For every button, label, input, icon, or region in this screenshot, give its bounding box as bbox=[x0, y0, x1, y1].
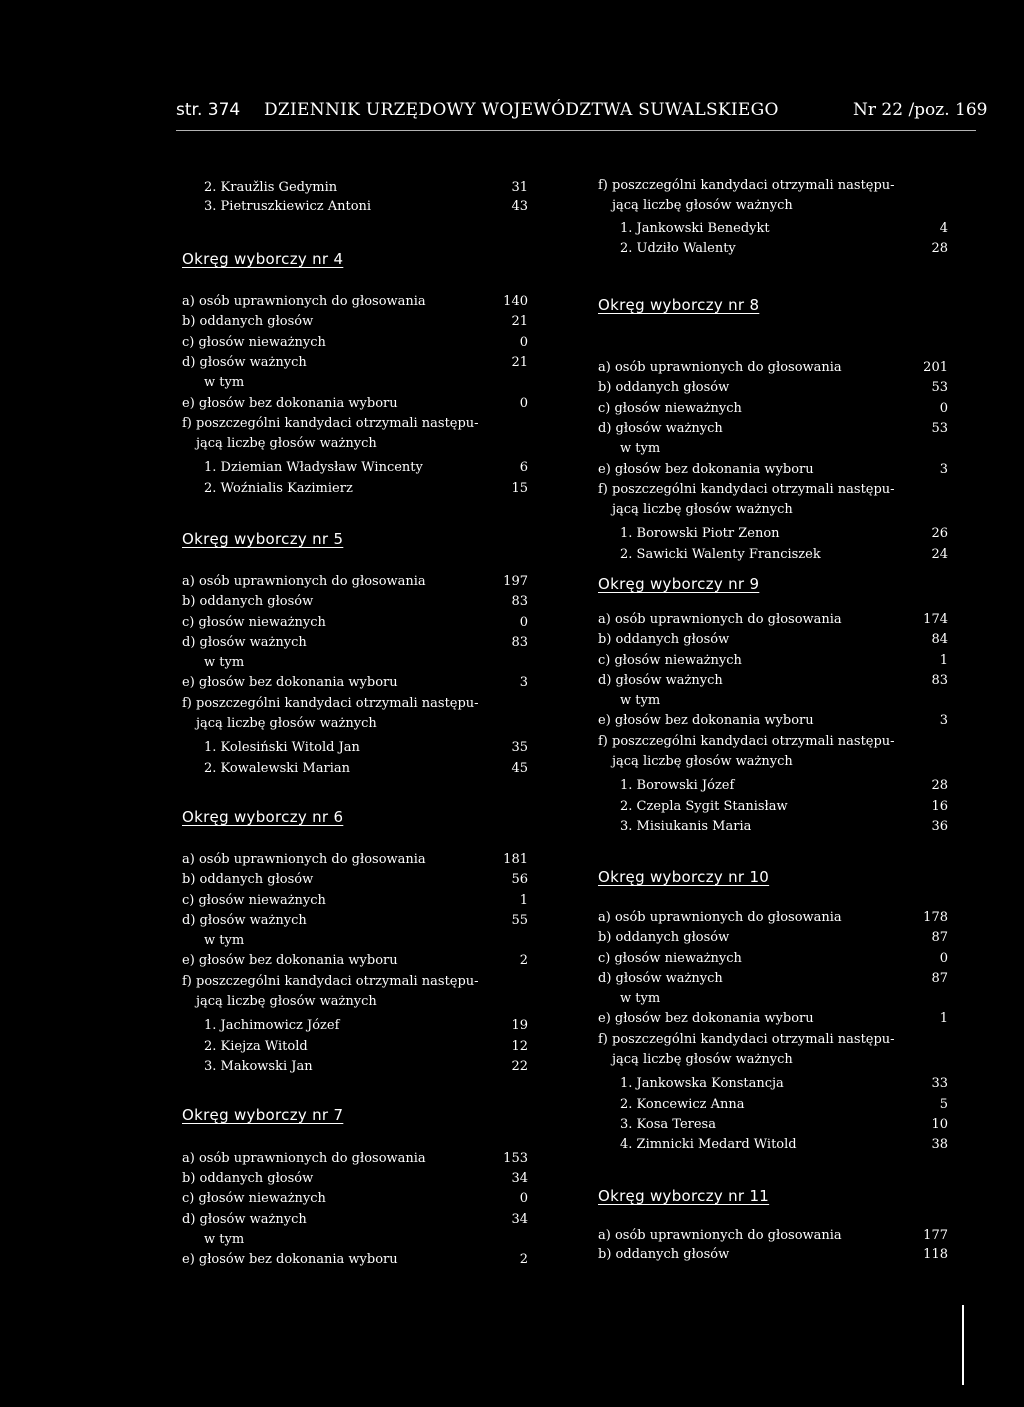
row-label: c) głosów nieważnych bbox=[182, 893, 326, 908]
row-label: jącą liczbę głosów ważnych bbox=[196, 436, 377, 451]
row-value: 2 bbox=[519, 1252, 528, 1267]
row-value: 3 bbox=[939, 713, 948, 728]
row-label: 2. Woźnialis Kazimierz bbox=[204, 481, 353, 496]
row-value: 83 bbox=[511, 635, 528, 650]
row-value: 28 bbox=[931, 778, 948, 793]
row-label: c) głosów nieważnych bbox=[598, 951, 742, 966]
row-label: b) oddanych głosów bbox=[182, 314, 314, 329]
row-label: 3. Pietruszkiewicz Antoni bbox=[204, 199, 372, 214]
row-value: 15 bbox=[511, 481, 528, 496]
row-value: 53 bbox=[931, 421, 948, 436]
row-label: 1. Borowski Józef bbox=[620, 778, 735, 793]
row-label: d) głosów ważnych bbox=[598, 971, 723, 986]
row-label: b) oddanych głosów bbox=[182, 594, 314, 609]
row-value: 31 bbox=[511, 180, 528, 195]
row-label: f) poszczególni kandydaci otrzymali następu- bbox=[182, 696, 479, 711]
issue-number: Nr 22 /poz. 169 bbox=[853, 100, 988, 120]
row-label: d) głosów ważnych bbox=[182, 1212, 307, 1227]
row-value: 12 bbox=[511, 1039, 528, 1054]
row-label: d) głosów ważnych bbox=[182, 635, 307, 650]
row-value: 26 bbox=[931, 526, 948, 541]
row-value: 3 bbox=[519, 675, 528, 690]
row-label: a) osób uprawnionych do głosowania bbox=[182, 294, 426, 309]
row-value: 87 bbox=[931, 930, 948, 945]
row-value: 45 bbox=[511, 761, 528, 776]
row-label: 3. Makowski Jan bbox=[204, 1059, 313, 1074]
row-label: a) osób uprawnionych do głosowania bbox=[182, 852, 426, 867]
row-label: jącą liczbę głosów ważnych bbox=[196, 716, 377, 731]
row-label: 2. Kiejza Witold bbox=[204, 1039, 308, 1054]
district-heading: Okręg wyborczy nr 6 bbox=[182, 808, 344, 826]
row-value: 22 bbox=[511, 1059, 528, 1074]
row-value: 181 bbox=[503, 852, 528, 867]
row-value: 34 bbox=[511, 1171, 528, 1186]
margin-mark bbox=[962, 1305, 964, 1385]
row-value: 21 bbox=[511, 314, 528, 329]
row-label: f) poszczególni kandydaci otrzymali następu- bbox=[598, 178, 895, 193]
row-label: d) głosów ważnych bbox=[182, 355, 307, 370]
row-value: 0 bbox=[519, 335, 528, 350]
row-label: b) oddanych głosów bbox=[598, 1247, 730, 1262]
row-label: c) głosów nieważnych bbox=[182, 335, 326, 350]
row-value: 84 bbox=[931, 632, 948, 647]
row-value: 0 bbox=[519, 396, 528, 411]
row-label: e) głosów bez dokonania wyboru bbox=[182, 675, 398, 690]
row-value: 3 bbox=[939, 462, 948, 477]
row-value: 201 bbox=[923, 360, 948, 375]
row-label: d) głosów ważnych bbox=[598, 421, 723, 436]
row-label: 2. Koncewicz Anna bbox=[620, 1097, 745, 1112]
row-value: 56 bbox=[511, 872, 528, 887]
row-label: 1. Borowski Piotr Zenon bbox=[620, 526, 780, 541]
row-label: a) osób uprawnionych do głosowania bbox=[182, 574, 426, 589]
row-value: 36 bbox=[931, 819, 948, 834]
row-value: 177 bbox=[923, 1228, 948, 1243]
row-label: w tym bbox=[620, 693, 661, 708]
row-label: 3. Kosa Teresa bbox=[620, 1117, 716, 1132]
row-label: d) głosów ważnych bbox=[598, 673, 723, 688]
row-label: e) głosów bez dokonania wyboru bbox=[182, 953, 398, 968]
row-label: jącą liczbę głosów ważnych bbox=[612, 198, 793, 213]
district-heading: Okręg wyborczy nr 10 bbox=[598, 868, 770, 886]
row-label: b) oddanych głosów bbox=[182, 1171, 314, 1186]
row-label: 1. Kolesiński Witold Jan bbox=[204, 740, 360, 755]
row-value: 1 bbox=[519, 893, 528, 908]
row-value: 24 bbox=[931, 547, 948, 562]
row-label: w tym bbox=[620, 991, 661, 1006]
row-value: 19 bbox=[511, 1018, 528, 1033]
row-label: a) osób uprawnionych do głosowania bbox=[598, 1228, 842, 1243]
row-label: 2. Kraužlis Gedymin bbox=[204, 180, 338, 195]
district-heading: Okręg wyborczy nr 8 bbox=[598, 296, 760, 314]
district-heading: Okręg wyborczy nr 7 bbox=[182, 1106, 344, 1124]
row-label: f) poszczególni kandydaci otrzymali następu- bbox=[182, 416, 479, 431]
row-value: 174 bbox=[923, 612, 948, 627]
row-label: e) głosów bez dokonania wyboru bbox=[598, 713, 814, 728]
row-label: jącą liczbę głosów ważnych bbox=[612, 502, 793, 517]
row-label: c) głosów nieważnych bbox=[182, 615, 326, 630]
row-label: 2. Kowalewski Marian bbox=[204, 761, 350, 776]
row-value: 4 bbox=[939, 221, 948, 236]
row-value: 16 bbox=[931, 799, 948, 814]
row-value: 178 bbox=[923, 910, 948, 925]
row-label: f) poszczególni kandydaci otrzymali następu- bbox=[598, 1032, 895, 1047]
row-value: 53 bbox=[931, 380, 948, 395]
row-value: 21 bbox=[511, 355, 528, 370]
row-label: e) głosów bez dokonania wyboru bbox=[182, 1252, 398, 1267]
page-header bbox=[176, 100, 988, 122]
district-heading: Okręg wyborczy nr 5 bbox=[182, 530, 344, 548]
row-value: 34 bbox=[511, 1212, 528, 1227]
row-value: 0 bbox=[519, 1191, 528, 1206]
row-label: e) głosów bez dokonania wyboru bbox=[182, 396, 398, 411]
row-value: 140 bbox=[503, 294, 528, 309]
row-label: d) głosów ważnych bbox=[182, 913, 307, 928]
row-label: a) osób uprawnionych do głosowania bbox=[598, 910, 842, 925]
row-label: jącą liczbę głosów ważnych bbox=[196, 994, 377, 1009]
row-label: c) głosów nieważnych bbox=[598, 401, 742, 416]
row-value: 33 bbox=[931, 1076, 948, 1091]
row-value: 197 bbox=[503, 574, 528, 589]
row-label: 2. Sawicki Walenty Franciszek bbox=[620, 547, 821, 562]
row-label: f) poszczególni kandydaci otrzymali następu- bbox=[598, 482, 895, 497]
header-rule bbox=[176, 130, 976, 131]
row-label: b) oddanych głosów bbox=[598, 930, 730, 945]
row-label: 1. Jankowski Benedykt bbox=[620, 221, 770, 236]
row-label: 1. Jankowska Konstancja bbox=[620, 1076, 784, 1091]
row-label: 4. Zimnicki Medard Witold bbox=[620, 1137, 797, 1152]
row-value: 2 bbox=[519, 953, 528, 968]
row-label: e) głosów bez dokonania wyboru bbox=[598, 1011, 814, 1026]
row-label: a) osób uprawnionych do głosowania bbox=[598, 360, 842, 375]
row-label: jącą liczbę głosów ważnych bbox=[612, 1052, 793, 1067]
row-value: 10 bbox=[931, 1117, 948, 1132]
row-label: 1. Dziemian Władysław Wincenty bbox=[204, 460, 423, 475]
row-value: 5 bbox=[939, 1097, 948, 1112]
row-label: w tym bbox=[204, 655, 245, 670]
row-value: 55 bbox=[511, 913, 528, 928]
row-label: jącą liczbę głosów ważnych bbox=[612, 754, 793, 769]
row-value: 38 bbox=[931, 1137, 948, 1152]
row-label: b) oddanych głosów bbox=[598, 632, 730, 647]
row-label: b) oddanych głosów bbox=[598, 380, 730, 395]
row-value: 6 bbox=[519, 460, 528, 475]
row-label: w tym bbox=[620, 441, 661, 456]
row-value: 0 bbox=[939, 951, 948, 966]
row-label: 3. Misiukanis Maria bbox=[620, 819, 752, 834]
row-value: 43 bbox=[511, 199, 528, 214]
journal-title: DZIENNIK URZĘDOWY WOJEWÓDZTWA SUWALSKIEGO bbox=[264, 100, 779, 120]
row-label: 2. Czepla Sygit Stanisław bbox=[620, 799, 788, 814]
row-label: b) oddanych głosów bbox=[182, 872, 314, 887]
row-value: 1 bbox=[939, 1011, 948, 1026]
row-label: a) osób uprawnionych do głosowania bbox=[182, 1151, 426, 1166]
page-number: str. 374 bbox=[176, 100, 241, 120]
row-label: w tym bbox=[204, 933, 245, 948]
row-label: f) poszczególni kandydaci otrzymali następu- bbox=[598, 734, 895, 749]
row-label: w tym bbox=[204, 1232, 245, 1247]
row-label: w tym bbox=[204, 375, 245, 390]
row-label: a) osób uprawnionych do głosowania bbox=[598, 612, 842, 627]
row-label: 2. Udziło Walenty bbox=[620, 241, 736, 256]
district-heading: Okręg wyborczy nr 9 bbox=[598, 575, 760, 593]
row-value: 153 bbox=[503, 1151, 528, 1166]
row-value: 28 bbox=[931, 241, 948, 256]
row-value: 35 bbox=[511, 740, 528, 755]
row-label: 1. Jachimowicz Józef bbox=[204, 1018, 340, 1033]
row-label: e) głosów bez dokonania wyboru bbox=[598, 462, 814, 477]
row-label: c) głosów nieważnych bbox=[182, 1191, 326, 1206]
district-heading: Okręg wyborczy nr 4 bbox=[182, 250, 344, 268]
row-value: 0 bbox=[939, 401, 948, 416]
district-heading: Okręg wyborczy nr 11 bbox=[598, 1187, 770, 1205]
row-value: 118 bbox=[923, 1247, 948, 1262]
row-label: c) głosów nieważnych bbox=[598, 653, 742, 668]
row-value: 83 bbox=[511, 594, 528, 609]
row-label: f) poszczególni kandydaci otrzymali następu- bbox=[182, 974, 479, 989]
row-value: 0 bbox=[519, 615, 528, 630]
row-value: 83 bbox=[931, 673, 948, 688]
row-value: 1 bbox=[939, 653, 948, 668]
row-value: 87 bbox=[931, 971, 948, 986]
